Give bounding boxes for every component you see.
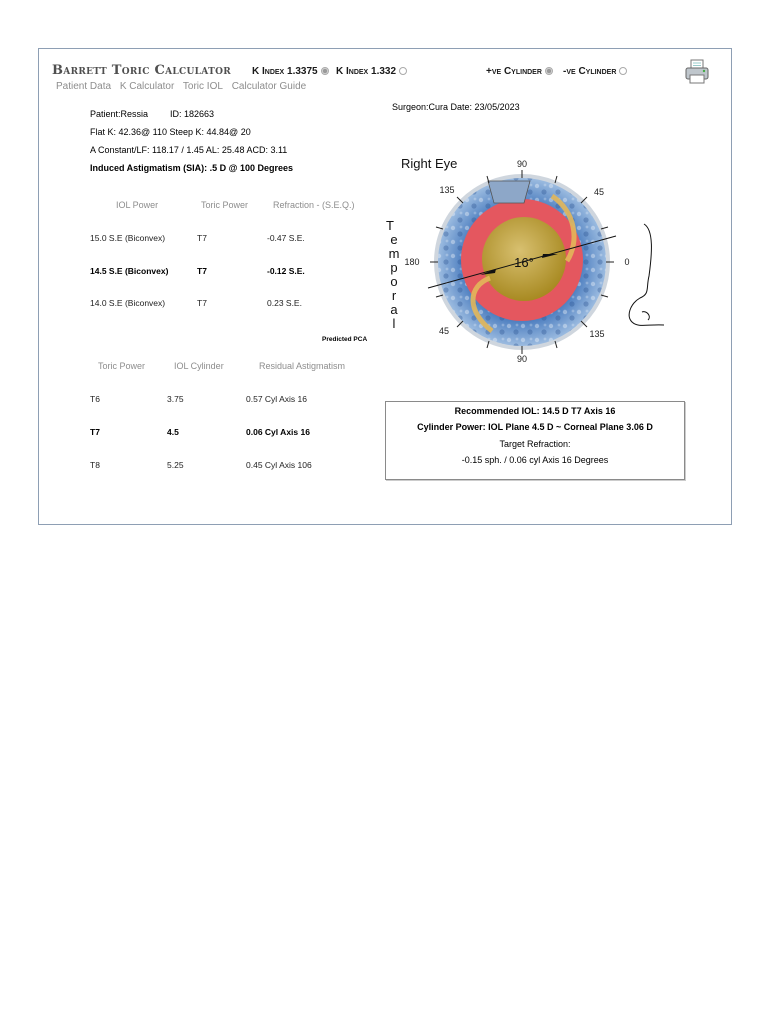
- axis-label-45-bottom: 45: [438, 326, 450, 336]
- axis-label-180: 180: [404, 257, 420, 267]
- iol-power-cell: 15.0 S.E (Biconvex): [90, 233, 166, 243]
- refraction-cell: 0.23 S.E.: [267, 298, 302, 308]
- axis-label-45-top: 45: [593, 187, 605, 197]
- header-residual-astigmatism: Residual Astigmatism: [259, 361, 346, 371]
- incision-marker: [488, 181, 530, 203]
- recommendation-box: [385, 401, 685, 480]
- temporal-letter: p: [390, 260, 398, 275]
- negative-cylinder-option[interactable]: [563, 66, 627, 77]
- nav-patient-data[interactable]: Patient Data: [56, 81, 112, 92]
- target-refraction-value: -0.15 sph. / 0.06 cyl Axis 16 Degrees: [461, 455, 609, 465]
- iol-cylinder-cell: 4.5: [167, 427, 179, 437]
- positive-cylinder-option[interactable]: [486, 66, 553, 77]
- nav-calculator-guide[interactable]: Calculator Guide: [231, 81, 307, 92]
- temporal-letter: l: [392, 316, 396, 331]
- toric-power-cell: T6: [90, 394, 100, 404]
- header-refraction: Refraction - (S.E.Q.): [273, 200, 355, 210]
- k-index-1337-label: K Index 1.3375: [252, 66, 318, 77]
- k-index-1332-radio[interactable]: [399, 67, 407, 75]
- positive-cylinder-radio[interactable]: [545, 67, 553, 75]
- iol-power-cell: 14.5 S.E (Biconvex): [90, 266, 169, 276]
- patient-name: Patient:Ressia: [90, 109, 149, 119]
- toric-power-cell: T8: [90, 460, 100, 470]
- toric-axis-diagram: [380, 126, 670, 386]
- k-index-1337-option[interactable]: [252, 66, 329, 77]
- axis-value: 16°: [514, 255, 534, 270]
- k-index-1332-option[interactable]: [336, 66, 407, 77]
- refraction-cell: -0.12 S.E.: [267, 266, 305, 276]
- refraction-cell: -0.47 S.E.: [267, 233, 305, 243]
- lens-constants: A Constant/LF: 118.17 / 1.45 AL: 25.48 ACD: 3.11: [90, 145, 288, 155]
- axis-label-135-bottom: 135: [589, 329, 605, 339]
- positive-cylinder-label: +ve Cylinder: [486, 66, 542, 77]
- temporal-letter: r: [391, 288, 397, 303]
- negative-cylinder-label: -ve Cylinder: [563, 66, 617, 77]
- nav-menu: [56, 81, 312, 92]
- residual-astigmatism-cell: 0.57 Cyl Axis 16: [246, 394, 307, 404]
- residual-astigmatism-cell: 0.45 Cyl Axis 106: [246, 460, 312, 470]
- header-toric-power: Toric Power: [98, 361, 146, 371]
- temporal-letter: o: [390, 274, 398, 289]
- axis-label-135-top: 135: [439, 185, 455, 195]
- surgeon-date: Surgeon:Cura Date: 23/05/2023: [392, 102, 520, 112]
- patient-id: ID: 182663: [170, 109, 215, 119]
- iol-power-cell: 14.0 S.E (Biconvex): [90, 298, 166, 308]
- nav-k-calculator[interactable]: K Calculator: [119, 81, 175, 92]
- toric-power-cell: T7: [197, 298, 207, 308]
- temporal-letter: e: [390, 232, 398, 247]
- nose-sketch-icon: [629, 224, 664, 325]
- header-iol-power: IOL Power: [116, 200, 159, 210]
- axis-label-90-top: 90: [516, 159, 528, 169]
- header-iol-cylinder: IOL Cylinder: [174, 361, 224, 371]
- k-index-1337-radio[interactable]: [321, 67, 329, 75]
- header-toric-power: Toric Power: [201, 200, 249, 210]
- iol-cylinder-cell: 3.75: [167, 394, 184, 404]
- temporal-letter: a: [390, 302, 398, 317]
- keratometry: Flat K: 42.36@ 110 Steep K: 44.84@ 20: [90, 127, 251, 137]
- predicted-pca-label: Predicted PCA: [322, 336, 368, 343]
- target-refraction-label: Target Refraction:: [499, 439, 571, 449]
- recommended-iol: Recommended IOL: 14.5 D T7 Axis 16: [454, 406, 616, 416]
- negative-cylinder-radio[interactable]: [619, 67, 627, 75]
- toric-power-cell: T7: [197, 233, 207, 243]
- temporal-letter: m: [388, 246, 400, 261]
- axis-label-90-bottom: 90: [516, 354, 528, 364]
- axis-label-0: 0: [624, 257, 630, 267]
- cylinder-power: Cylinder Power: IOL Plane 4.5 D ~ Corneal Plane 3.06 D: [417, 422, 653, 432]
- temporal-letter: T: [386, 218, 394, 233]
- toric-power-cell: T7: [197, 266, 207, 276]
- printer-icon[interactable]: [683, 58, 711, 86]
- eye-label: Right Eye: [401, 156, 458, 171]
- k-index-1332-label: K Index 1.332: [336, 66, 397, 77]
- residual-astigmatism-cell: 0.06 Cyl Axis 16: [246, 427, 310, 437]
- iol-cylinder-cell: 5.25: [167, 460, 184, 470]
- app-title: Barrett Toric Calculator: [52, 63, 231, 78]
- induced-astigmatism: Induced Astigmatism (SIA): .5 D @ 100 Degrees: [90, 163, 293, 173]
- temporal-label: [386, 218, 399, 331]
- nav-toric-iol[interactable]: Toric IOL: [182, 81, 223, 92]
- toric-power-cell: T7: [90, 427, 100, 437]
